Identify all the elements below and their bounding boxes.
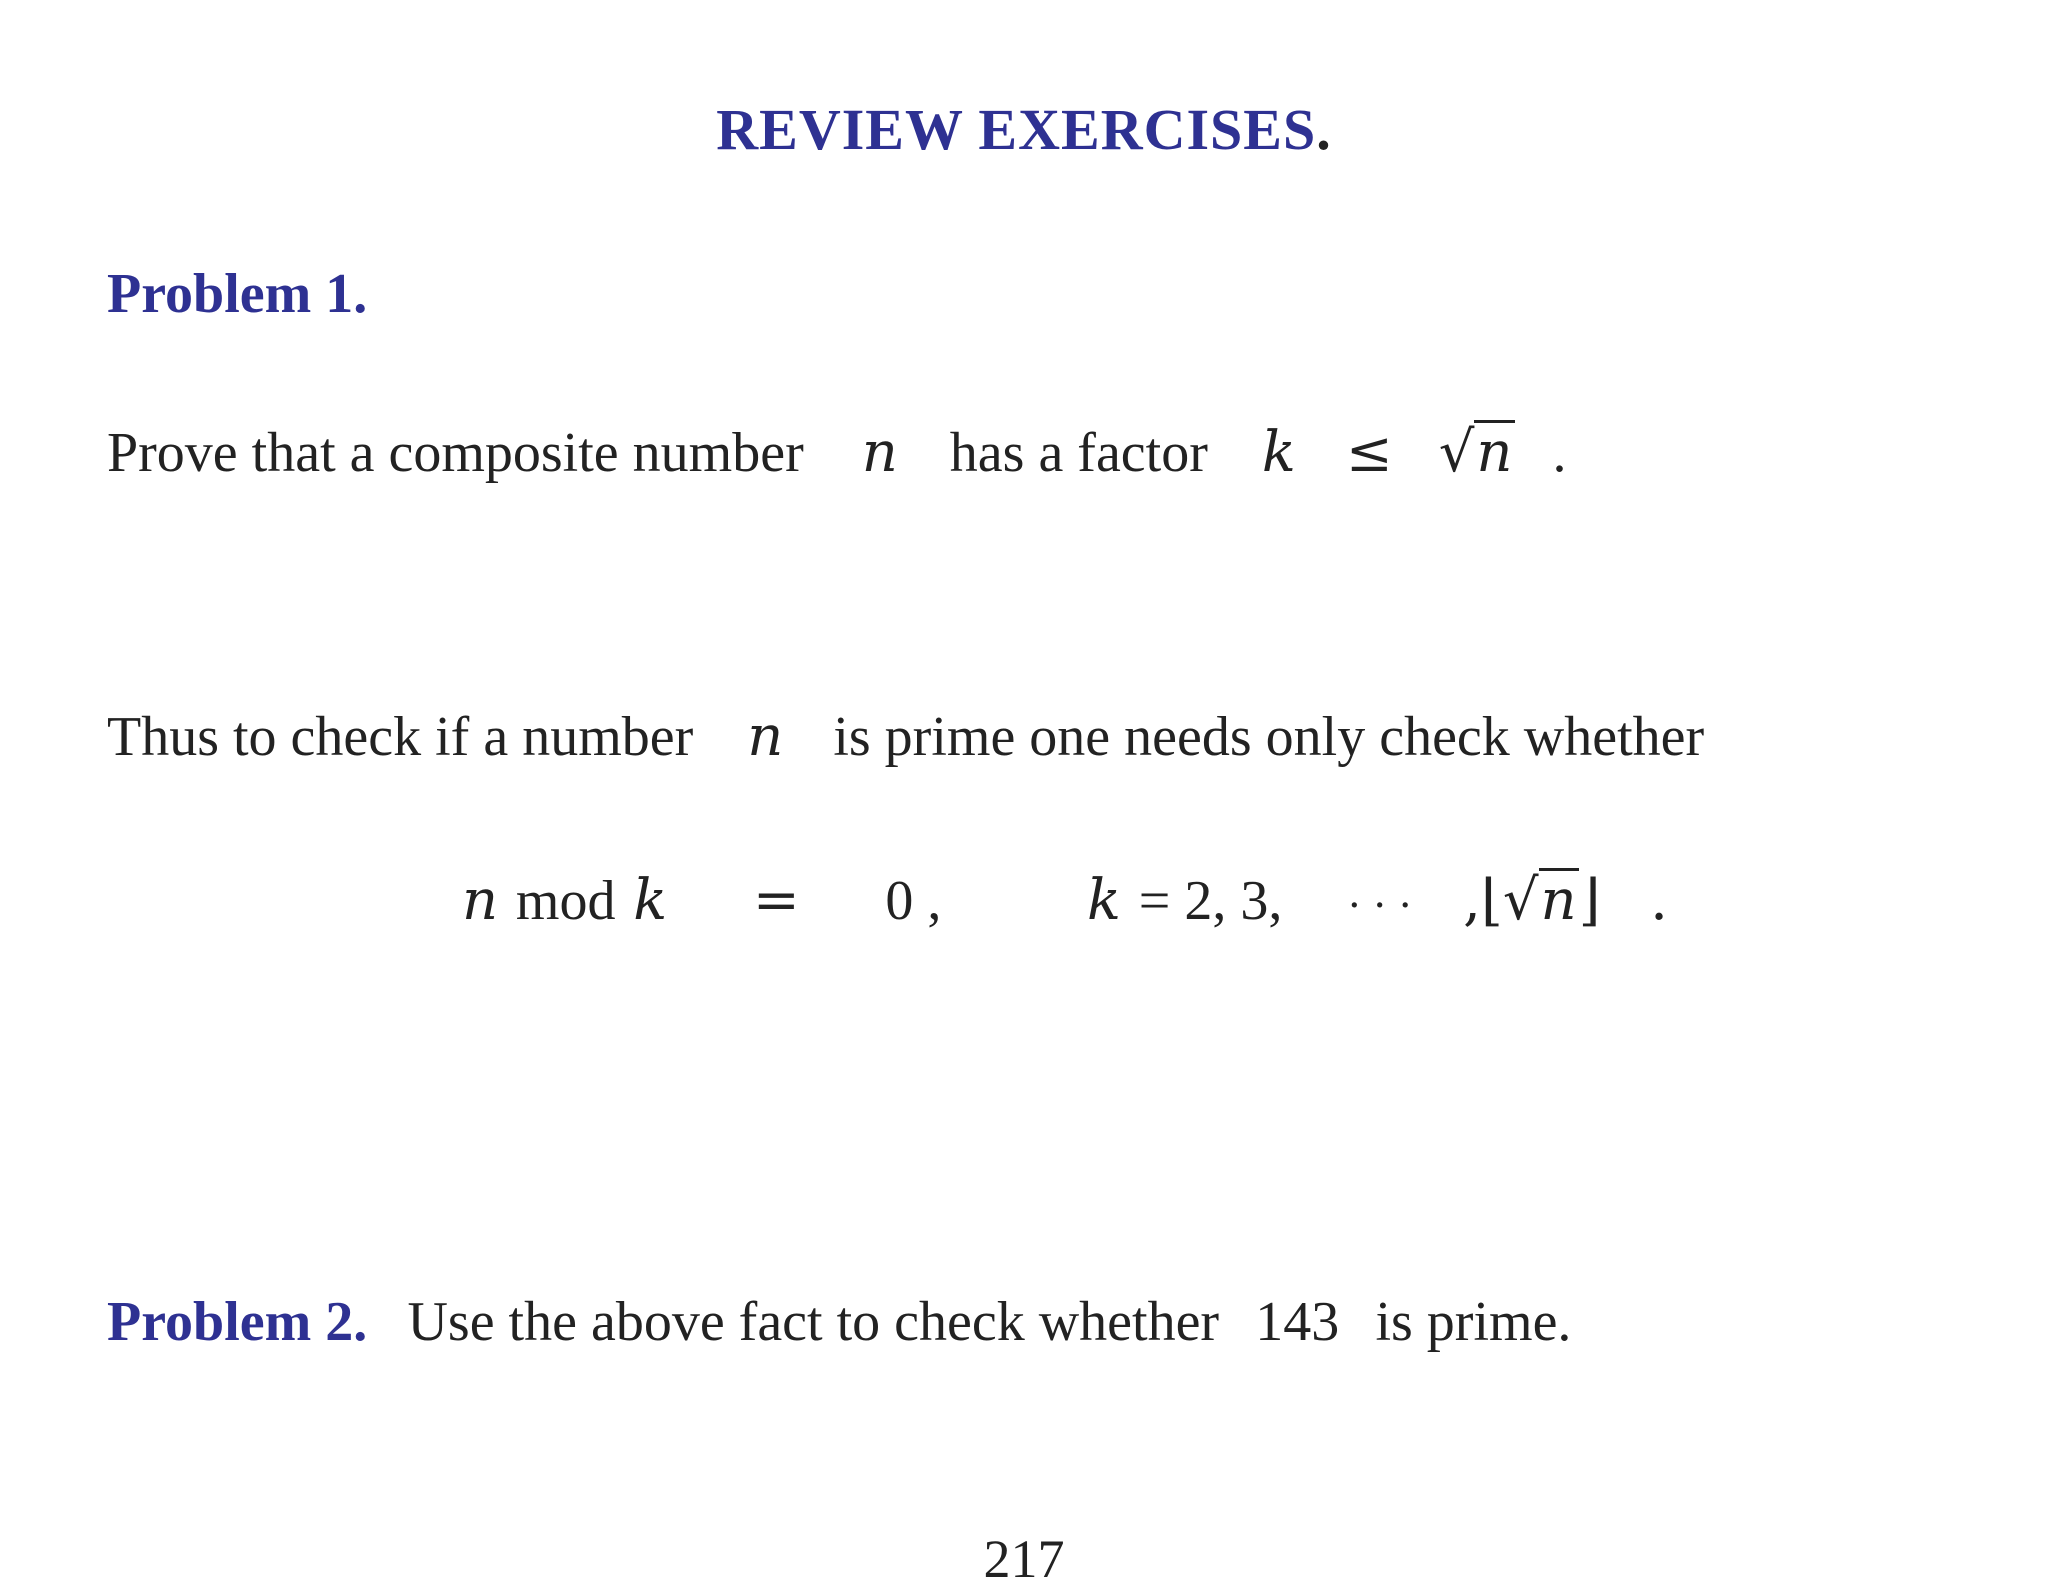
range-k: k (1087, 868, 1121, 933)
remark-text-2: is prime one needs only check whether (833, 706, 1705, 768)
problem-2-heading: Problem 2. (107, 1291, 368, 1353)
remark-text-1: Thus to check if a number (107, 706, 694, 768)
leq-symbol: ≤ (1345, 420, 1393, 485)
eq-n: n (462, 868, 499, 933)
eq-rhs: 0 , (885, 870, 942, 932)
floor-sqrt-symbol: √ (1502, 868, 1539, 933)
range-comma: , (1463, 868, 1481, 933)
sqrt-n (1439, 420, 1515, 485)
statement-text-2: has a factor (949, 422, 1208, 484)
page-title (0, 96, 2048, 163)
remark-variable-n: n (747, 704, 784, 769)
problem-2-number: 143 (1255, 1291, 1340, 1353)
equation-period: . (1650, 868, 1668, 933)
problem-1-heading: Problem 1. (107, 263, 368, 325)
title-period: . (1316, 97, 1332, 162)
variable-n: n (861, 420, 898, 485)
sqrt-symbol: √ (1438, 420, 1475, 485)
floor-sqrt-argument: n (1540, 868, 1577, 933)
statement-period: . (1552, 422, 1567, 484)
floor-left: ⌊ (1480, 868, 1503, 933)
range-dots: · · · (1347, 883, 1412, 929)
range-values: = 2, 3, (1138, 870, 1283, 932)
mod-equation (462, 868, 1668, 933)
eq-equals: = (752, 868, 800, 933)
problem-2 (107, 1290, 1571, 1354)
variable-k: k (1261, 420, 1296, 485)
sqrt-argument: n (1476, 420, 1513, 485)
title-text: REVIEW EXERCISES (716, 97, 1317, 162)
statement-text-1: Prove that a composite number (107, 422, 804, 484)
floor-sqrt-n (1503, 868, 1579, 933)
eq-k: k (633, 868, 668, 933)
problem-2-text-1: Use the above fact to check whether (407, 1291, 1220, 1353)
eq-mod: mod (515, 870, 616, 932)
problem-1-statement (107, 420, 1567, 485)
problem-1-remark (107, 704, 1704, 769)
page-number: 217 (983, 1529, 1065, 1582)
floor-right: ⌋ (1578, 868, 1601, 933)
problem-2-text-2: is prime. (1375, 1291, 1572, 1353)
